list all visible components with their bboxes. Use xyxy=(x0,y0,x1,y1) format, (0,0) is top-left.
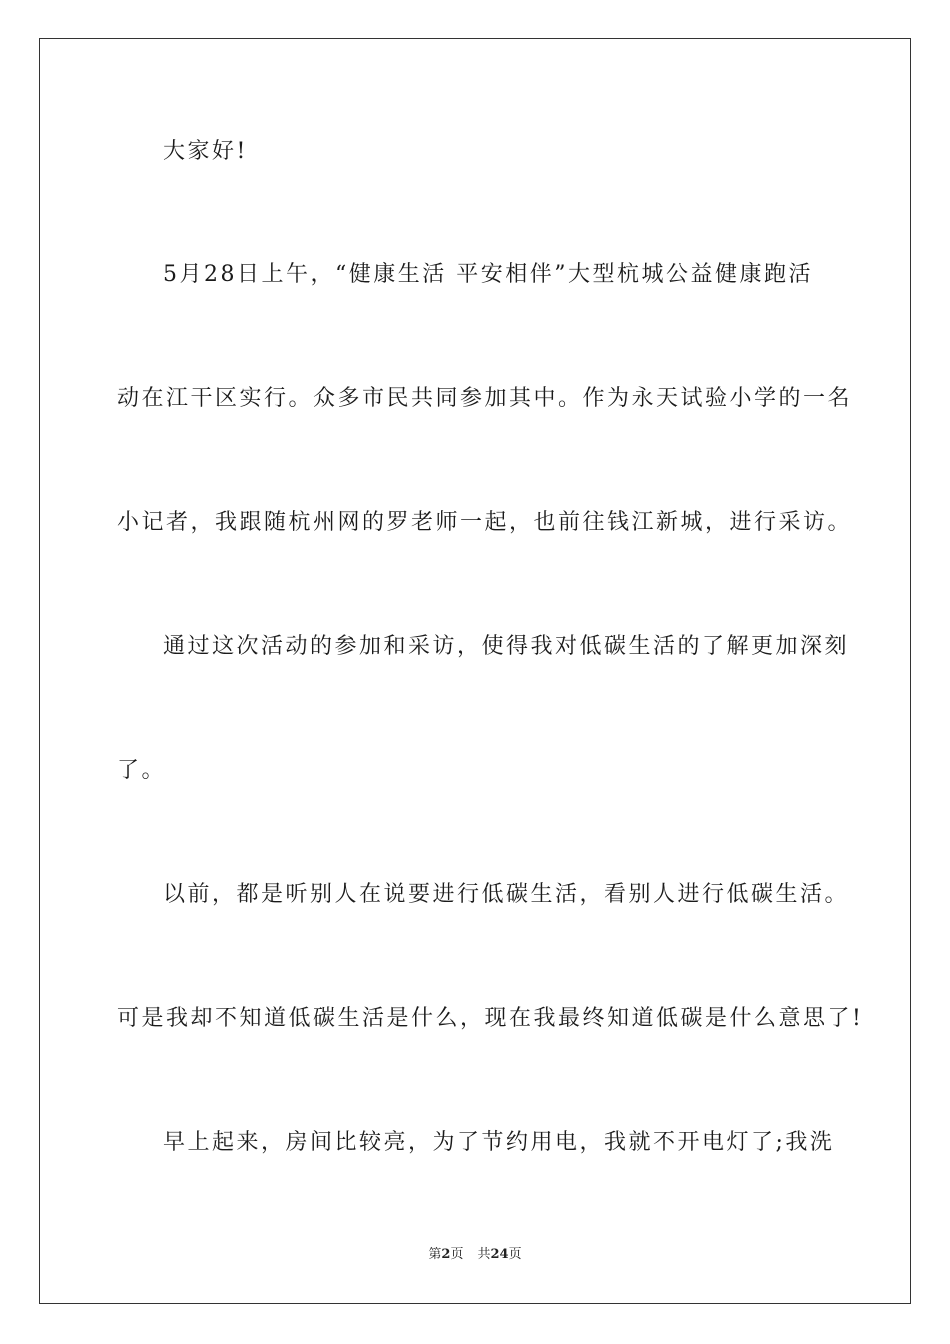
text-line-9: 早上起来，房间比较亮，为了节约用电，我就不开电灯了;我洗 xyxy=(163,1130,835,1155)
text-line-6: 了。 xyxy=(117,758,167,783)
footer-total-suffix: 页 xyxy=(508,1247,522,1262)
text-line-7: 以前，都是听别人在说要进行低碳生活，看别人进行低碳生活。 xyxy=(163,882,850,907)
footer-page-number: 2 xyxy=(441,1247,451,1262)
text-line-1: 大家好! xyxy=(163,139,248,164)
page-footer xyxy=(0,1246,950,1264)
footer-page-prefix: 第 xyxy=(428,1247,442,1262)
text-line-2: 5月28日上午，“健康生活 平安相伴”大型杭城公益健康跑活 xyxy=(163,262,813,287)
text-line-5: 通过这次活动的参加和采访，使得我对低碳生活的了解更加深刻 xyxy=(163,634,850,659)
page-border xyxy=(39,38,911,1304)
text-line-3: 动在江干区实行。众多市民共同参加其中。作为永天试验小学的一名 xyxy=(117,386,853,411)
text-line-4: 小记者，我跟随杭州网的罗老师一起，也前往钱江新城，进行采访。 xyxy=(117,510,853,535)
footer-total-pages: 24 xyxy=(490,1247,509,1262)
footer-page-suffix: 页 xyxy=(450,1247,464,1262)
text-line-8: 可是我却不知道低碳生活是什么，现在我最终知道低碳是什么意思了! xyxy=(117,1006,864,1031)
footer-total-prefix: 共 xyxy=(477,1247,491,1262)
